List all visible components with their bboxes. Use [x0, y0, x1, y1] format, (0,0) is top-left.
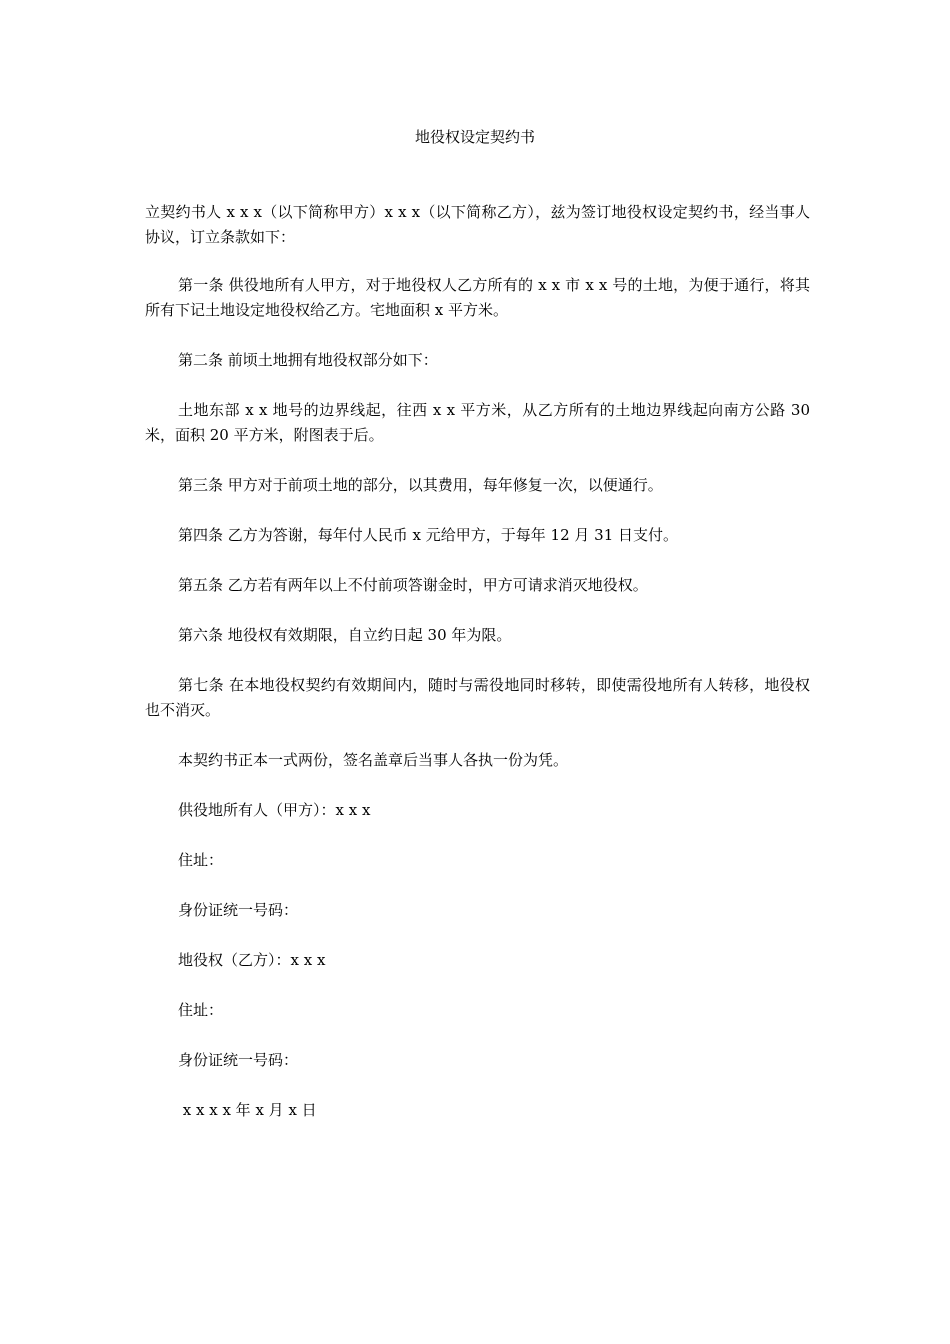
article-6-paragraph: 第六条 地役权有效期限，自立约日起 30 年为限。 — [178, 626, 512, 644]
date-line: x x x x 年 x 月 x 日 — [178, 1101, 317, 1119]
party-b-name-line: 地役权（乙方）：x x x — [178, 951, 326, 969]
article-5-paragraph: 第五条 乙方若有两年以上不付前项答谢金时，甲方可请求消灭地役权。 — [178, 576, 648, 594]
party-a-address-line: 住址： — [178, 851, 224, 869]
article-4-paragraph: 第四条 乙方为答谢，每年付人民币 x 元给甲方，于每年 12 月 31 日支付。 — [178, 526, 679, 544]
copies-paragraph: 本契约书正本一式两份，签名盖章后当事人各执一份为凭。 — [178, 751, 569, 769]
party-a-id-line: 身份证统一号码： — [178, 901, 299, 919]
article-2-paragraph: 第二条 前顷土地拥有地役权部分如下： — [178, 351, 438, 369]
party-b-id-line: 身份证统一号码： — [178, 1051, 299, 1069]
article-3-paragraph: 第三条 甲方对于前项土地的部分，以其费用，每年修复一次，以便通行。 — [178, 476, 663, 494]
article-7-paragraph: 第七条 在本地役权契约有效期间内，随时与需役地同时移转，即使需役地所有人转移，地役权也不消灭。 — [145, 676, 810, 719]
party-a-name-line: 供役地所有人（甲方）：x x x — [178, 801, 371, 819]
document-title: 地役权设定契约书 — [414, 128, 535, 146]
article-1-paragraph: 第一条 供役地所有人甲方，对于地役权人乙方所有的 x x 市 x x 号的土地，为便于通行，将其所有下记土地设定地役权给乙方。宅地面积 x 平方米。 — [145, 276, 810, 319]
land-description-paragraph: 土地东部 x x 地号的边界线起，往西 x x 平方米，从乙方所有的土地边界线起向南方公路 30 米，面积 20 平方米，附图表于后。 — [145, 401, 810, 444]
preamble-paragraph: 立契约书人 x x x（以下简称甲方）x x x（以下简称乙方），兹为签订地役权设定契约书，经当事人协议，订立条款如下： — [145, 203, 810, 246]
party-b-address-line: 住址： — [178, 1001, 224, 1019]
